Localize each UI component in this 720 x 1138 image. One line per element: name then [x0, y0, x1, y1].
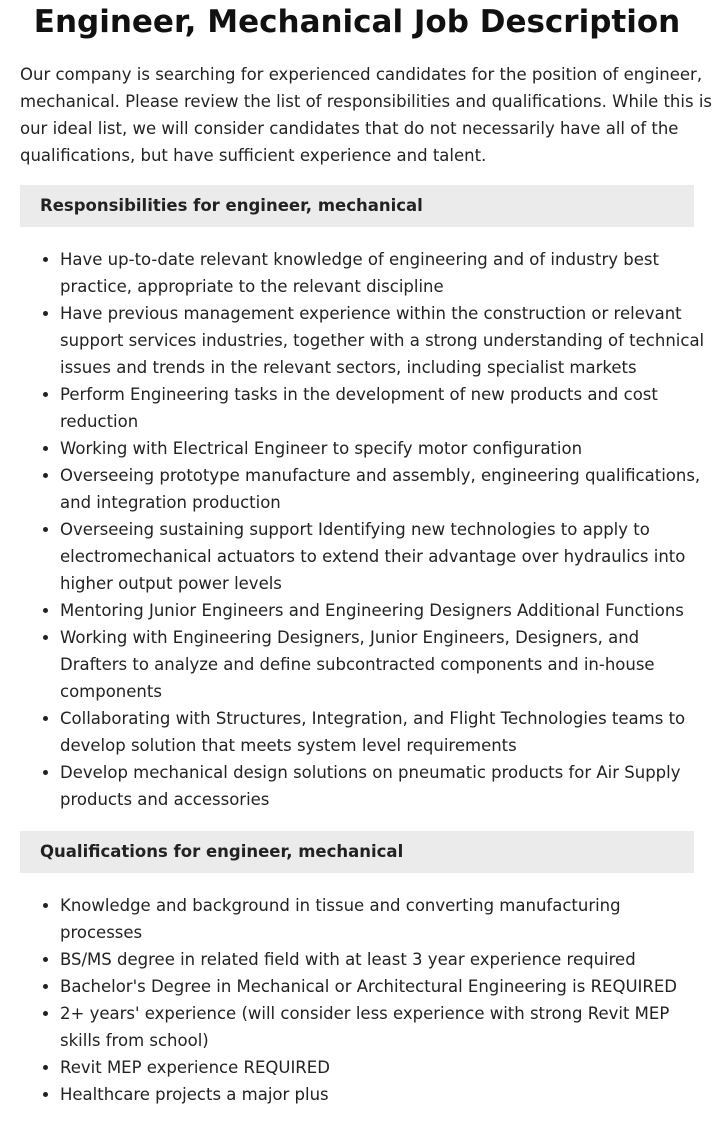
qualification-item — [60, 973, 694, 1000]
responsibility-item — [60, 462, 701, 516]
qualification-item-text: processes — [60, 923, 143, 942]
responsibility-item-text: • Overseeing prototype manufacture and assembly, engineering qualifications, — [60, 466, 701, 485]
responsibility-item — [60, 705, 694, 759]
responsibility-item-text: • Mentoring Junior Engineers and Engineering Designers Additional Functions — [60, 601, 684, 620]
responsibilities-list — [20, 246, 705, 813]
qualification-item-text: • BS/MS degree in related field with at least 3 year experience required — [60, 950, 636, 969]
qualification-item — [60, 892, 694, 946]
responsibility-item — [60, 300, 705, 381]
responsibility-item-text: support services industries, together with a strong understanding of technical — [60, 331, 705, 350]
responsibility-item-text: products and accessories — [60, 790, 270, 809]
responsibility-item-text: • Collaborating with Structures, Integration, and Flight Technologies teams to — [60, 709, 686, 728]
qualification-item-text: • Healthcare projects a major plus — [60, 1085, 329, 1104]
responsibility-item-text: higher output power levels — [60, 574, 282, 593]
responsibility-item — [60, 624, 694, 705]
qualification-item-text: • Knowledge and background in tissue and converting manufacturing — [60, 896, 621, 915]
intro-line: mechanical. Please review the list of responsibilities and qualifications. While this is — [20, 92, 713, 111]
responsibility-item-text: issues and trends in the relevant sectors, including specialist markets — [60, 358, 637, 377]
responsibility-item-text: components — [60, 682, 162, 701]
responsibility-item-text: • Working with Electrical Engineer to specify motor configuration — [60, 439, 583, 458]
qualification-item — [60, 1054, 694, 1081]
responsibility-item-text: Drafters to analyze and define subcontracted components and in-house — [60, 655, 655, 674]
qualifications-header: Qualifications for engineer, mechanical — [20, 831, 694, 873]
qualification-item-text: • 2+ years' experience (will consider less experience with strong Revit MEP — [60, 1004, 670, 1023]
responsibility-item — [60, 759, 694, 813]
responsibility-item-text: • Perform Engineering tasks in the development of new products and cost — [60, 385, 658, 404]
responsibility-item-text: • Develop mechanical design solutions on pneumatic products for Air Supply — [60, 763, 681, 782]
responsibility-item-text: • Overseeing sustaining support Identifying new technologies to apply to — [60, 520, 650, 539]
qualification-item-text: • Revit MEP experience REQUIRED — [60, 1058, 330, 1077]
responsibility-item — [60, 516, 694, 597]
responsibility-item-text: • Have previous management experience within the construction or relevant — [60, 304, 682, 323]
intro-line: qualifications, but have sufficient experience and talent. — [20, 146, 487, 165]
qualification-item — [60, 1000, 694, 1054]
qualification-item — [60, 1081, 694, 1108]
responsibility-item-text: reduction — [60, 412, 139, 431]
intro-line: Our company is searching for experienced candidates for the position of engineer, — [20, 65, 703, 84]
responsibility-item — [60, 435, 694, 462]
page-title: Engineer, Mechanical Job Description — [33, 4, 681, 40]
intro-paragraph — [20, 61, 713, 169]
qualification-item-text: • Bachelor's Degree in Mechanical or Architectural Engineering is REQUIRED — [60, 977, 677, 996]
responsibility-item — [60, 246, 694, 300]
responsibility-item-text: • Have up-to-date relevant knowledge of engineering and of industry best — [60, 250, 659, 269]
qualifications-list — [20, 892, 694, 1108]
responsibility-item-text: and integration production — [60, 493, 281, 512]
responsibility-item-text: practice, appropriate to the relevant discipline — [60, 277, 444, 296]
responsibility-item-text: electromechanical actuators to extend their advantage over hydraulics into — [60, 547, 686, 566]
responsibility-item — [60, 381, 694, 435]
responsibilities-header: Responsibilities for engineer, mechanical — [20, 185, 694, 227]
qualification-item — [60, 946, 694, 973]
responsibility-item-text: develop solution that meets system level requirements — [60, 736, 517, 755]
responsibility-item — [60, 597, 694, 624]
qualification-item-text: skills from school) — [60, 1031, 209, 1050]
intro-line: our ideal list, we will consider candidates that do not necessarily have all of the — [20, 119, 679, 138]
responsibility-item-text: • Working with Engineering Designers, Junior Engineers, Designers, and — [60, 628, 640, 647]
